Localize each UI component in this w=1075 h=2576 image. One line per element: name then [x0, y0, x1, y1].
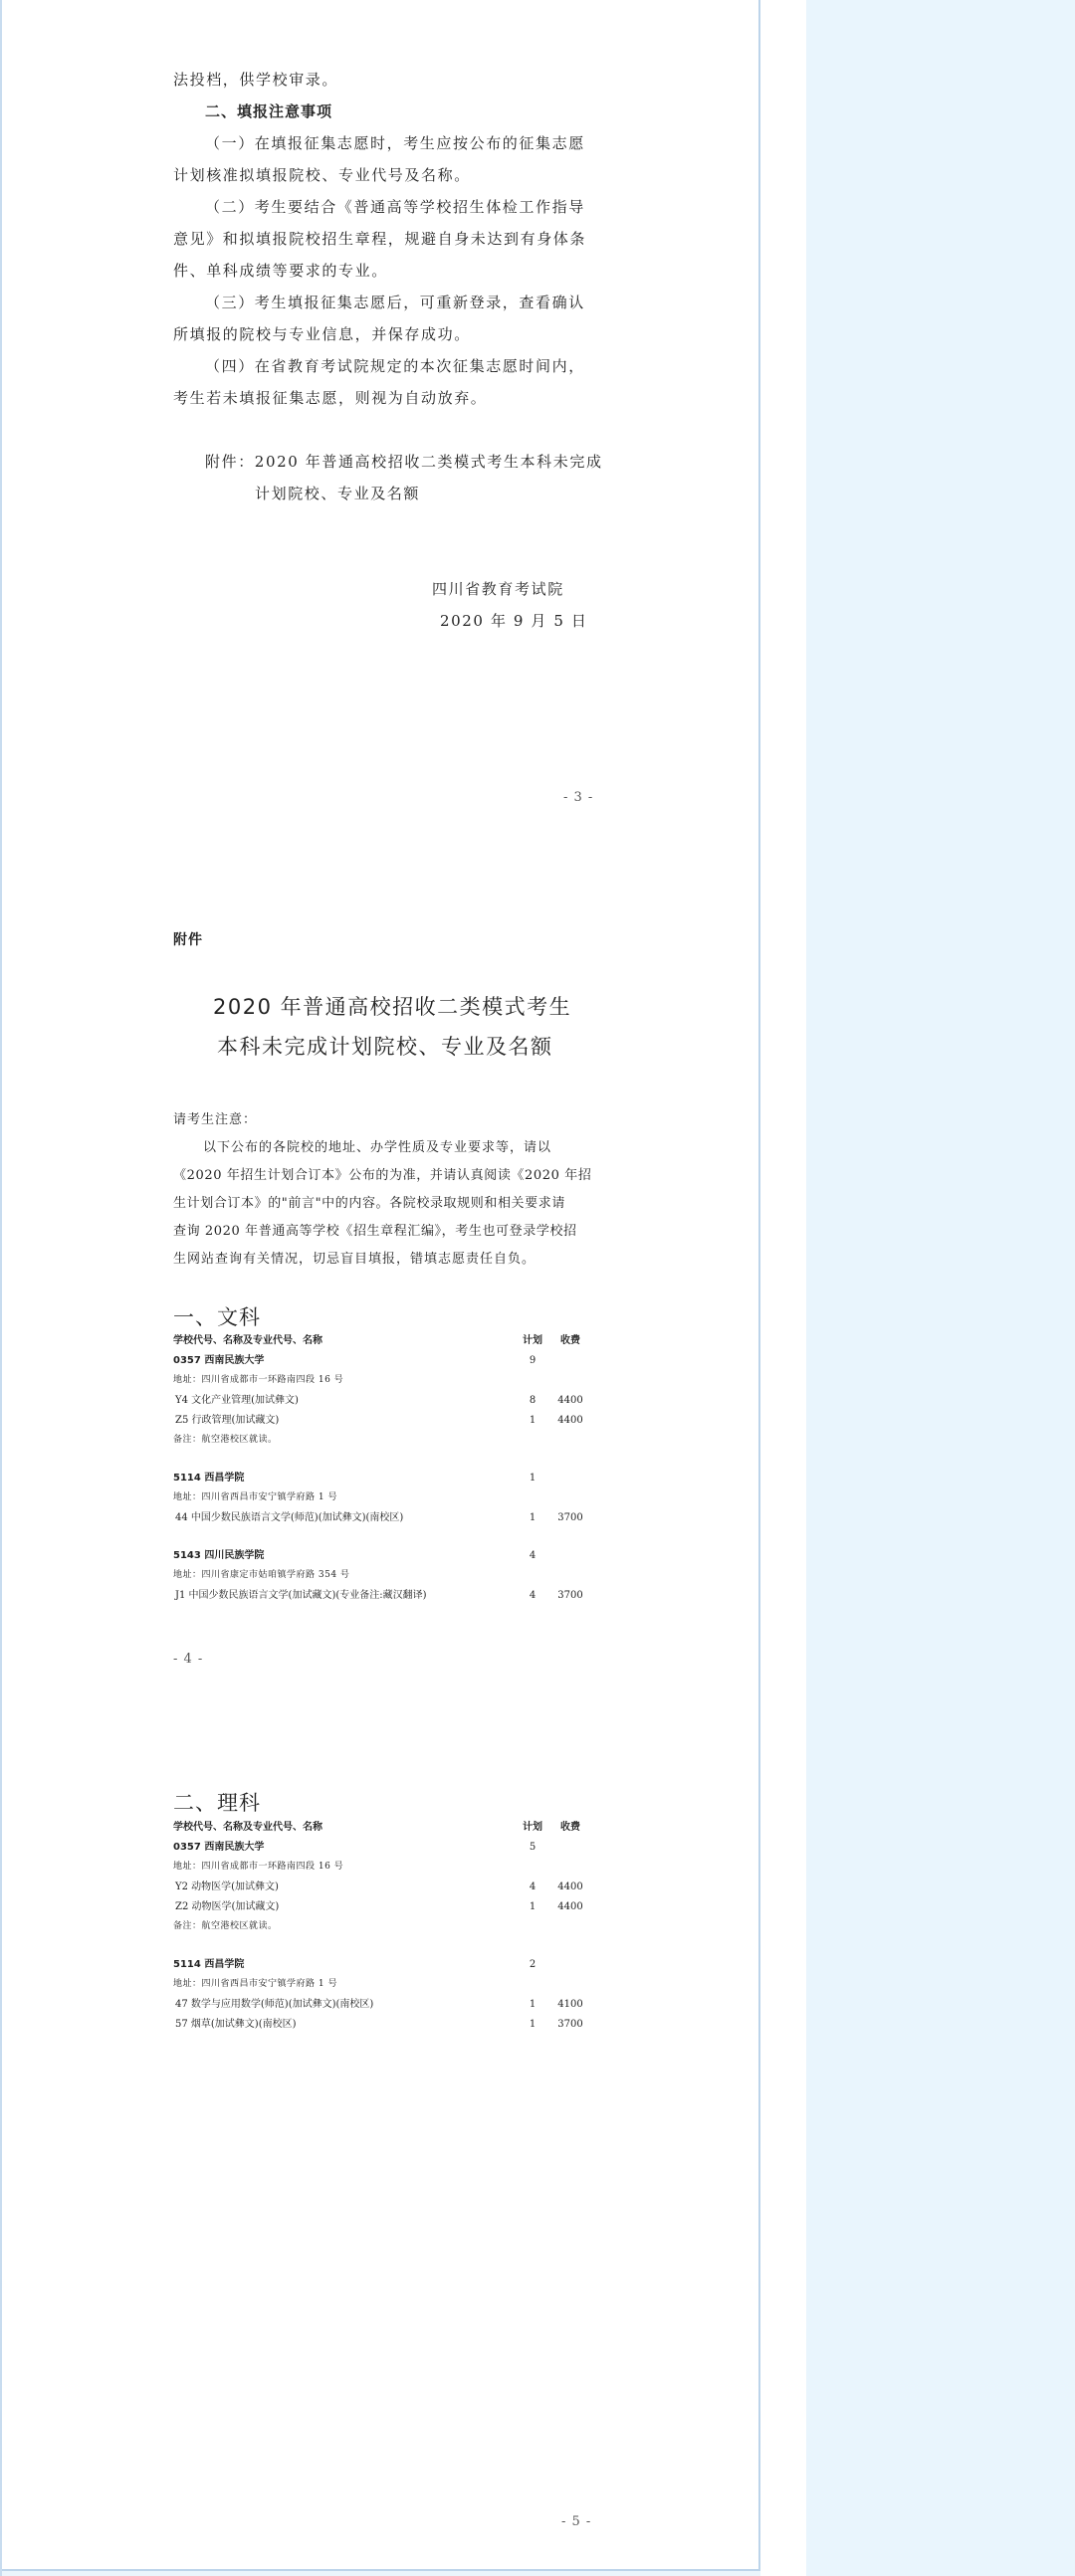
section-title-like: 二、理科	[173, 1791, 261, 1815]
notice-line: 生网站查询有关情况，切忌盲目填报，错填志愿责任自负。	[173, 1252, 537, 1267]
table-cell-fee: 4400	[557, 1882, 583, 1892]
table-row-major: Y4 文化产业管理(加试彝文)	[175, 1395, 299, 1406]
table-cell-plan: 1	[529, 1999, 537, 2010]
table-row-address: 地址：四川省康定市姑咱镇学府路 354 号	[173, 1570, 350, 1580]
table-row-major: Z2 动物医学(加试藏文)	[175, 1901, 280, 1912]
body-line: 考生若未填报征集志愿，则视为自动放弃。	[173, 389, 488, 407]
body-line: 法投档，供学校审录。	[173, 71, 339, 89]
notice-line: 查询 2020 年普通高等学校《招生章程汇编》，考生也可登录学校招	[173, 1224, 577, 1239]
table-row-address: 地址：四川省成都市一环路南四段 16 号	[173, 1375, 344, 1385]
table-cell-plan: 9	[529, 1355, 537, 1366]
table-row-school: 0357 西南民族大学	[173, 1842, 265, 1853]
table-row-address: 地址：四川省西昌市安宁镇学府路 1 号	[173, 1979, 337, 1989]
body-line: （四）在省教育考试院规定的本次征集志愿时间内，	[205, 357, 585, 375]
table-cell-plan: 1	[529, 1901, 537, 1912]
table-header-plan: 计划	[523, 1822, 542, 1833]
body-line: （一）在填报征集志愿时，考生应按公布的征集志愿	[205, 134, 585, 152]
table-cell-plan: 1	[529, 1473, 537, 1484]
section-title-wenke: 一、文科	[173, 1305, 261, 1329]
table-header-fee: 收费	[560, 1822, 580, 1833]
table-cell-plan: 2	[529, 1959, 537, 1970]
page-number: - 5 -	[561, 2514, 592, 2529]
table-header-fee: 收费	[560, 1335, 580, 1346]
table-header-plan: 计划	[523, 1335, 542, 1346]
table-row-address: 地址：四川省成都市一环路南四段 16 号	[173, 1862, 344, 1872]
table-cell-plan: 1	[529, 1512, 537, 1523]
table-row-major: 44 中国少数民族语言文学(师范)(加试彝文)(南校区)	[175, 1512, 404, 1523]
notice-line: 《2020 年招生计划合订本》公布的为准，并请认真阅读《2020 年招	[173, 1168, 592, 1183]
table-row-school: 0357 西南民族大学	[173, 1355, 265, 1366]
table-row-address: 地址：四川省西昌市安宁镇学府路 1 号	[173, 1492, 337, 1502]
body-line: 意见》和拟填报院校招生章程，规避自身未达到有身体条	[173, 230, 587, 248]
attachment-title-line2: 本科未完成计划院校、专业及名额	[217, 1035, 553, 1059]
table-row-note: 备注：航空港校区就读。	[173, 1435, 278, 1445]
table-header-school: 学校代号、名称及专业代号、名称	[173, 1335, 322, 1346]
table-header-school: 学校代号、名称及专业代号、名称	[173, 1822, 322, 1833]
body-line: （三）考生填报征集志愿后，可重新登录，查看确认	[205, 294, 585, 311]
table-cell-plan: 4	[529, 1882, 537, 1892]
viewer-gutter	[760, 0, 806, 2576]
attachment-title-line1: 2020 年普通高校招收二类模式考生	[213, 995, 572, 1019]
table-row-major: 47 数学与应用数学(师范)(加试彝文)(南校区)	[175, 1999, 374, 2010]
viewer-left-border	[0, 0, 2, 2576]
table-row-note: 备注：航空港校区就读。	[173, 1921, 278, 1931]
table-row-major: Z5 行政管理(加试藏文)	[175, 1415, 280, 1426]
page-number: - 3 -	[563, 790, 594, 805]
table-cell-plan: 8	[529, 1395, 537, 1406]
table-cell-plan: 5	[529, 1842, 537, 1853]
table-cell-fee: 3700	[557, 1590, 583, 1601]
table-row-school: 5114 西昌学院	[173, 1959, 245, 1970]
table-cell-plan: 4	[529, 1590, 537, 1601]
table-cell-fee: 4400	[557, 1901, 583, 1912]
issue-date: 2020 年 9 月 5 日	[440, 612, 588, 630]
viewer-side-panel	[806, 0, 1075, 2576]
body-line: 件、单科成绩等要求的专业。	[173, 262, 388, 280]
notice-line: 以下公布的各院校的地址、办学性质及专业要求等，请以	[203, 1140, 552, 1155]
table-cell-fee: 4100	[557, 1999, 583, 2010]
table-cell-plan: 1	[529, 1415, 537, 1426]
section-heading: 二、填报注意事项	[205, 102, 333, 120]
table-row-major: Y2 动物医学(加试彝文)	[175, 1882, 279, 1892]
table-cell-fee: 3700	[557, 2019, 583, 2030]
table-row-school: 5114 西昌学院	[173, 1473, 245, 1484]
body-line: 所填报的院校与专业信息，并保存成功。	[173, 325, 471, 343]
table-cell-fee: 4400	[557, 1415, 583, 1426]
body-line: （二）考生要结合《普通高等学校招生体检工作指导	[205, 198, 585, 216]
table-row-major: 57 烟草(加试彝文)(南校区)	[175, 2019, 297, 2030]
page-number: - 4 -	[173, 1652, 204, 1667]
attachment-line: 附件：2020 年普通高校招收二类模式考生本科未完成	[205, 453, 603, 471]
table-cell-fee: 3700	[557, 1512, 583, 1523]
table-cell-fee: 4400	[557, 1395, 583, 1406]
table-row-major: J1 中国少数民族语言文学(加试藏文)(专业备注:藏汉翻译)	[175, 1590, 427, 1601]
table-cell-plan: 4	[529, 1550, 537, 1561]
issuer-name: 四川省教育考试院	[432, 580, 564, 598]
attachment-line: 计划院校、专业及名额	[255, 485, 421, 502]
attachment-label: 附件	[173, 932, 203, 948]
notice-heading: 请考生注意：	[173, 1112, 258, 1127]
body-line: 计划核准拟填报院校、专业代号及名称。	[173, 166, 471, 184]
table-cell-plan: 1	[529, 2019, 537, 2030]
notice-line: 生计划合订本》的"前言"中的内容。各院校录取规则和相关要求请	[173, 1196, 565, 1211]
table-row-school: 5143 四川民族学院	[173, 1550, 265, 1561]
